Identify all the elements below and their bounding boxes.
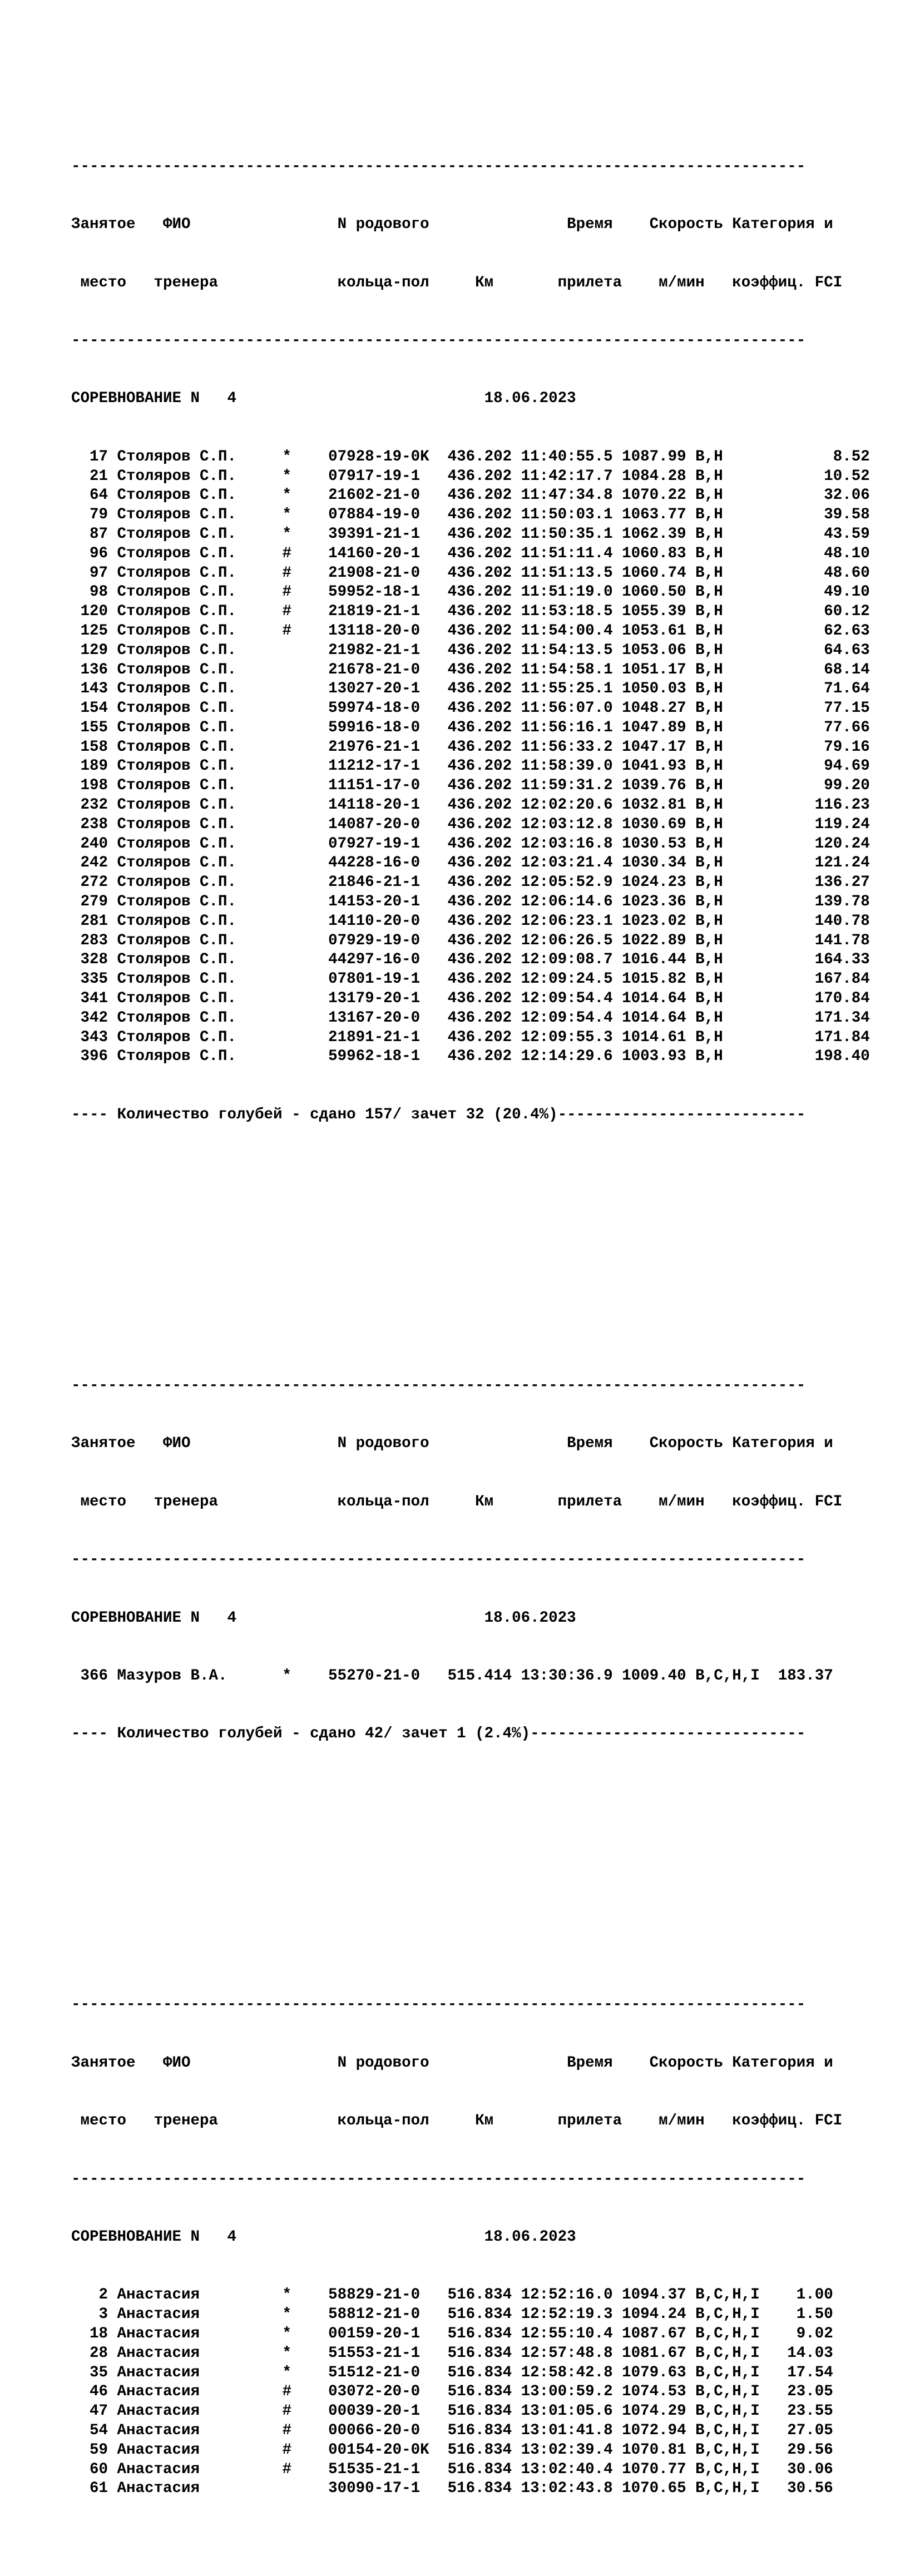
result-row: 64 Столяров С.П. * 21602-21-0 436.202 11:47:34.8 1070.22 В,Н 32.06 — [71, 487, 870, 504]
summary-footer: ---- Количество голубей - сдано 157/ зачет 32 (20.4%)--------------------------- — [71, 1106, 806, 1123]
result-row: 189 Столяров С.П. 11212-17-1 436.202 11:58:39.0 1041.93 В,Н 94.69 — [71, 757, 870, 775]
result-row: 242 Столяров С.П. 44228-16-0 436.202 12:03:21.4 1030.34 В,Н 121.24 — [71, 854, 870, 872]
block-gap — [71, 1222, 894, 1261]
result-row: 154 Столяров С.П. 59974-18-0 436.202 11:56:07.0 1048.27 В,Н 77.15 — [71, 700, 870, 717]
separator-line: -------------------------------------------------------------------------------- — [71, 157, 806, 175]
results-document — [71, 41, 894, 2576]
result-row: 60 Анастасия # 51535-21-1 516.834 13:02:40.4 1070.77 В,С,Н,I 30.06 — [71, 2460, 833, 2478]
result-row: 396 Столяров С.П. 59962-18-1 436.202 12:14:29.6 1003.93 В,Н 198.40 — [71, 1048, 870, 1066]
result-row: 328 Столяров С.П. 44297-16-0 436.202 12:09:08.7 1016.44 В,Н 164.33 — [71, 951, 870, 969]
result-row: 281 Столяров С.П. 14110-20-0 436.202 12:06:23.1 1023.02 В,Н 140.78 — [71, 912, 870, 930]
table-header-line-1: Занятое ФИО N родового Время Скорость Категория и — [71, 2054, 833, 2072]
result-row: 238 Столяров С.П. 14087-20-0 436.202 12:03:12.8 1030.69 В,Н 119.24 — [71, 815, 870, 833]
result-row: 96 Столяров С.П. # 14160-20-1 436.202 11:51:11.4 1060.83 В,Н 48.10 — [71, 544, 870, 562]
result-row: 155 Столяров С.П. 59916-18-0 436.202 11:56:16.1 1047.89 В,Н 77.66 — [71, 719, 870, 736]
result-row: 18 Анастасия * 00159-20-1 516.834 12:55:10.4 1087.67 В,С,Н,I 9.02 — [71, 2325, 833, 2343]
result-row: 343 Столяров С.П. 21891-21-1 436.202 12:09:55.3 1014.61 В,Н 171.84 — [71, 1028, 870, 1046]
summary-footer: ---- Количество голубей - сдано 42/ зачет 1 (2.4%)------------------------------ — [71, 1725, 806, 1743]
separator-line: -------------------------------------------------------------------------------- — [71, 1551, 806, 1569]
result-row: 120 Столяров С.П. # 21819-21-1 436.202 11:53:18.5 1055.39 В,Н 60.12 — [71, 603, 870, 621]
result-row: 46 Анастасия # 03072-20-0 516.834 13:00:59.2 1074.53 В,С,Н,I 23.05 — [71, 2383, 833, 2401]
result-row: 47 Анастасия # 00039-20-1 516.834 13:01:05.6 1074.29 В,С,Н,I 23.55 — [71, 2402, 833, 2420]
result-row: 335 Столяров С.П. 07801-19-1 436.202 12:09:24.5 1015.82 В,Н 167.84 — [71, 970, 870, 988]
result-row: 61 Анастасия 30090-17-1 516.834 13:02:43.8 1070.65 В,С,Н,I 30.56 — [71, 2480, 833, 2498]
block-gap — [71, 1841, 894, 1880]
result-row: 341 Столяров С.П. 13179-20-1 436.202 12:09:54.4 1014.64 В,Н 170.84 — [71, 990, 870, 1008]
result-row: 198 Столяров С.П. 11151-17-0 436.202 11:59:31.2 1039.76 В,Н 99.20 — [71, 777, 870, 795]
competition-title: СОРЕВНОВАНИЕ N 4 18.06.2023 — [71, 1609, 576, 1627]
result-row: 17 Столяров С.П. * 07928-19-0K 436.202 11:40:55.5 1087.99 В,Н 8.52 — [71, 448, 870, 465]
results-block — [71, 1957, 894, 2538]
table-header-line-1: Занятое ФИО N родового Время Скорость Категория и — [71, 1435, 833, 1453]
result-row: 283 Столяров С.П. 07929-19-0 436.202 12:06:26.5 1022.89 В,Н 141.78 — [71, 932, 870, 949]
separator-line: -------------------------------------------------------------------------------- — [71, 1996, 806, 2014]
separator-line: -------------------------------------------------------------------------------- — [71, 331, 806, 349]
result-row: 59 Анастасия # 00154-20-0K 516.834 13:02:39.4 1070.81 В,С,Н,I 29.56 — [71, 2441, 833, 2459]
separator-line: -------------------------------------------------------------------------------- — [71, 1376, 806, 1394]
result-row: 272 Столяров С.П. 21846-21-1 436.202 12:05:52.9 1024.23 В,Н 136.27 — [71, 874, 870, 891]
results-rows — [71, 2286, 894, 2499]
results-rows — [71, 1667, 894, 1686]
results-block — [71, 1337, 894, 1782]
table-header-line-1: Занятое ФИО N родового Время Скорость Категория и — [71, 216, 833, 234]
table-header-line-2: место тренера кольца-пол Км прилета м/мин коэффиц. FCI — [71, 274, 843, 291]
result-row: 2 Анастасия * 58829-21-0 516.834 12:52:16.0 1094.37 В,С,Н,I 1.00 — [71, 2286, 833, 2304]
result-row: 158 Столяров С.П. 21976-21-1 436.202 11:56:33.2 1047.17 В,Н 79.16 — [71, 738, 870, 756]
table-header-line-2: место тренера кольца-пол Км прилета м/мин коэффиц. FCI — [71, 2112, 843, 2130]
results-block — [71, 118, 894, 1163]
result-row: 98 Столяров С.П. # 59952-18-1 436.202 11:51:19.0 1060.50 В,Н 49.10 — [71, 583, 870, 601]
result-row: 136 Столяров С.П. 21678-21-0 436.202 11:54:58.1 1051.17 В,Н 68.14 — [71, 661, 870, 678]
result-row: 79 Столяров С.П. * 07884-19-0 436.202 11:50:03.1 1063.77 В,Н 39.58 — [71, 506, 870, 524]
result-row: 232 Столяров С.П. 14118-20-1 436.202 12:02:20.6 1032.81 В,Н 116.23 — [71, 796, 870, 814]
separator-line: -------------------------------------------------------------------------------- — [71, 2170, 806, 2188]
competition-title: СОРЕВНОВАНИЕ N 4 18.06.2023 — [71, 2228, 576, 2246]
result-row: 129 Столяров С.П. 21982-21-1 436.202 11:54:13.5 1053.06 В,Н 64.63 — [71, 641, 870, 659]
result-row: 3 Анастасия * 58812-21-0 516.834 12:52:19.3 1094.24 В,С,Н,I 1.50 — [71, 2306, 833, 2324]
results-rows — [71, 448, 894, 1067]
result-row: 87 Столяров С.П. * 39391-21-1 436.202 11:50:35.1 1062.39 В,Н 43.59 — [71, 525, 870, 543]
result-row: 240 Столяров С.П. 07927-19-1 436.202 12:03:16.8 1030.53 В,Н 120.24 — [71, 835, 870, 853]
result-row: 54 Анастасия # 00066-20-0 516.834 13:01:41.8 1072.94 В,С,Н,I 27.05 — [71, 2422, 833, 2440]
result-row: 21 Столяров С.П. * 07917-19-1 436.202 11:42:17.7 1084.28 В,Н 10.52 — [71, 467, 870, 485]
result-row: 143 Столяров С.П. 13027-20-1 436.202 11:55:25.1 1050.03 В,Н 71.64 — [71, 680, 870, 698]
result-row: 279 Столяров С.П. 14153-20-1 436.202 12:06:14.6 1023.36 В,Н 139.78 — [71, 893, 870, 911]
competition-title: СОРЕВНОВАНИЕ N 4 18.06.2023 — [71, 390, 576, 408]
result-row: 366 Мазуров В.А. * 55270-21-0 515.414 13:30:36.9 1009.40 В,С,Н,I 183.37 — [71, 1667, 833, 1685]
table-header-line-2: место тренера кольца-пол Км прилета м/мин коэффиц. FCI — [71, 1493, 843, 1510]
result-row: 35 Анастасия * 51512-21-0 516.834 12:58:42.8 1079.63 В,С,Н,I 17.54 — [71, 2364, 833, 2381]
result-row: 97 Столяров С.П. # 21908-21-0 436.202 11:51:13.5 1060.74 В,Н 48.60 — [71, 564, 870, 582]
result-row: 125 Столяров С.П. # 13118-20-0 436.202 11:54:00.4 1053.61 В,Н 62.63 — [71, 622, 870, 640]
result-row: 342 Столяров С.П. 13167-20-0 436.202 12:09:54.4 1014.64 В,Н 171.34 — [71, 1009, 870, 1027]
result-row: 28 Анастасия * 51553-21-1 516.834 12:57:48.8 1081.67 В,С,Н,I 14.03 — [71, 2344, 833, 2362]
